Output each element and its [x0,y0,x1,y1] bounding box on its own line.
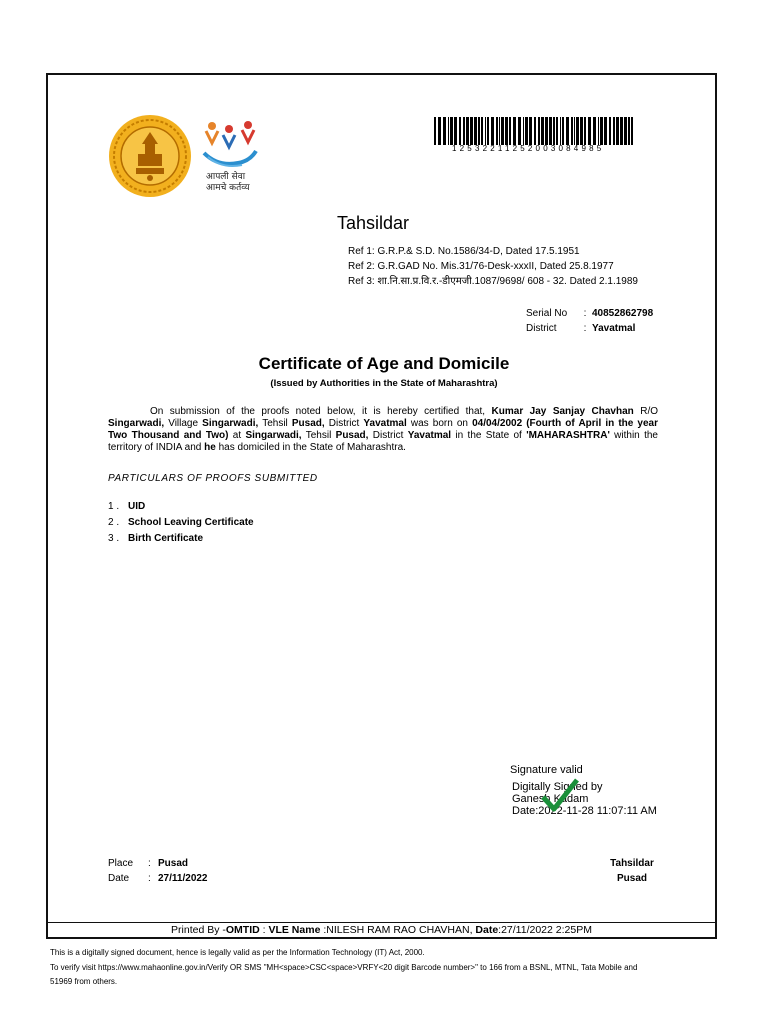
barcode-bar [604,117,607,145]
aapli-seva-logo [198,117,260,197]
barcode [434,117,634,145]
proof-item: 1 . UID [108,501,146,512]
certification-paragraph: On submission of the proofs noted below, it is hereby certified that, Kumar Jay Sanjay Chavhan R/O Singarwadi, Village Singarwadi, Tehsil Pusad, District Yavatmal was born on 04/04/2002 (Fourth of April in the year Two Thousand and Two) at Singarwadi, Tehsil Pusad, District Yavatmal in the State of 'MAHARASHTRA' within the territory of INDIA and he has domiciled in the State of Maharashtra. [108,406,659,453]
serial-label: Serial No [526,308,568,319]
barcode-bar [584,117,586,145]
barcode-bar [556,117,558,145]
barcode-bar [631,117,633,145]
issuing-authority [590,856,674,886]
maharashtra-seal-icon [108,114,192,198]
barcode-bar [450,117,453,145]
serial-row: Serial No : 40852862798 [526,308,654,319]
barcode-bar [485,117,486,145]
serial-value: 40852862798 [592,308,654,319]
proof-item: 2 . School Leaving Certificate [108,517,254,528]
barcode-bar [434,117,436,145]
barcode-bar [499,117,500,145]
barcode-bar [443,117,446,145]
proofs-heading: PARTICULARS OF PROOFS SUBMITTED [108,473,318,484]
barcode-bar [593,117,596,145]
barcode-bar [576,117,579,145]
logo-caption-line2: आमचे कर्तव्य [206,183,250,193]
barcode-bar [560,117,561,145]
barcode-bar [534,117,536,145]
barcode-bar [491,117,494,145]
barcode-bar [481,117,483,145]
barcode-bar [466,117,469,145]
barcode-bar [616,117,619,145]
barcode-bar [628,117,630,145]
barcode-bar [538,117,540,145]
authority-place: Pusad [616,873,647,884]
barcode-bar [518,117,521,145]
barcode-bar [549,117,552,145]
ref-2: Ref 2: G.R.GAD No. Mis.31/76-Desk-xxxII, Dated 25.8.1977 [348,261,614,272]
place-label: Place [108,858,134,869]
references [348,244,638,289]
district-row: District : Yavatmal [526,323,636,334]
barcode-bar [454,117,457,145]
barcode-bar [574,117,575,145]
barcode-bar [562,117,564,145]
footnote-verify-link[interactable]: To verify visit https://www.mahaonline.gov.in/Verify OR SMS "MH<space>CSC<space>VRFY<20 digit Barcode number>" to 166 from a BSNL, MTNL, Tata Mobile and [50,963,638,972]
certificate-title: Certificate of Age and Domicile [258,354,510,373]
certificate-subtitle: (Issued by Authorities in the State of Maharashtra) [270,378,498,389]
barcode-bar [600,117,603,145]
barcode-bar [553,117,555,145]
office-title: Tahsildar [337,213,410,233]
district-value: Yavatmal [592,323,636,334]
barcode-bar [459,117,461,145]
barcode-bar [513,117,516,145]
signature-line-1: Digitally Signed by [512,781,603,793]
logo-caption-line1: आपली सेवा [206,172,246,182]
barcode-bar [620,117,623,145]
checkmark-icon [540,777,580,813]
date-label: Date [108,873,130,884]
barcode-bar [501,117,504,145]
district-label: District [526,323,557,334]
barcode-bar [598,117,599,145]
digital-signature-block [512,781,657,817]
authority-title: Tahsildar [610,858,654,869]
hands-people-icon [198,117,260,172]
barcode-bar [609,117,611,145]
barcode-bar [463,117,465,145]
applicant-name: Kumar Jay Sanjay Chavhan [491,406,634,417]
barcode-bar [487,117,489,145]
barcode-bar [541,117,544,145]
ref-1: Ref 1: G.R.P.& S.D. No.1586/34-D, Dated 17.5.1951 [348,246,580,257]
barcode-bar [438,117,441,145]
date-value: 27/11/2022 [158,873,208,884]
barcode-bar [566,117,569,145]
barcode-bar [529,117,532,145]
footnote-verify-cont: 51969 from others. [50,977,118,986]
barcode-bar [580,117,583,145]
proof-item: 3 . Birth Certificate [108,533,204,544]
barcode-bar [448,117,449,145]
ref-3: Ref 3: शा.नि.सा.प्र.वि.र.-डीएमजी.1087/9698/ 608 - 32. Dated 2.1.1989 [348,276,638,287]
barcode-bar [478,117,480,145]
barcode-number: 12532211252003084985 [452,144,605,153]
barcode-bar [509,117,511,145]
signature-status: Signature valid [510,764,583,776]
barcode-bar [525,117,528,145]
barcode-bar [470,117,473,145]
barcode-bar [496,117,498,145]
barcode-bar [523,117,524,145]
barcode-bar [474,117,477,145]
date-of-birth: 04/04/2002 (Fourth of April in the year Two Thousand and Two) [108,418,658,441]
barcode-bar [588,117,591,145]
place-date-block: Place : Pusad Date : 27/11/2022 [108,858,208,884]
barcode-bar [545,117,548,145]
place-value: Pusad [158,858,189,869]
serial-district-block [526,306,653,336]
signature-line-2: Ganesh Kadam [512,793,589,805]
printed-by-line: Printed By -OMTID : VLE Name :NILESH RAM RAO CHAVHAN, Date:27/11/2022 2:25PM [171,924,592,936]
signature-line-3: Date:2022-11-28 11:07:11 AM [512,805,657,817]
footnote-legal: This is a digitally signed document, hence is legally valid as per the Information Technology (IT) Act, 2000. [50,948,425,957]
logo-caption [206,172,250,194]
barcode-bar [613,117,615,145]
barcode-bar [571,117,573,145]
barcode-bar [505,117,508,145]
barcode-bar [624,117,627,145]
